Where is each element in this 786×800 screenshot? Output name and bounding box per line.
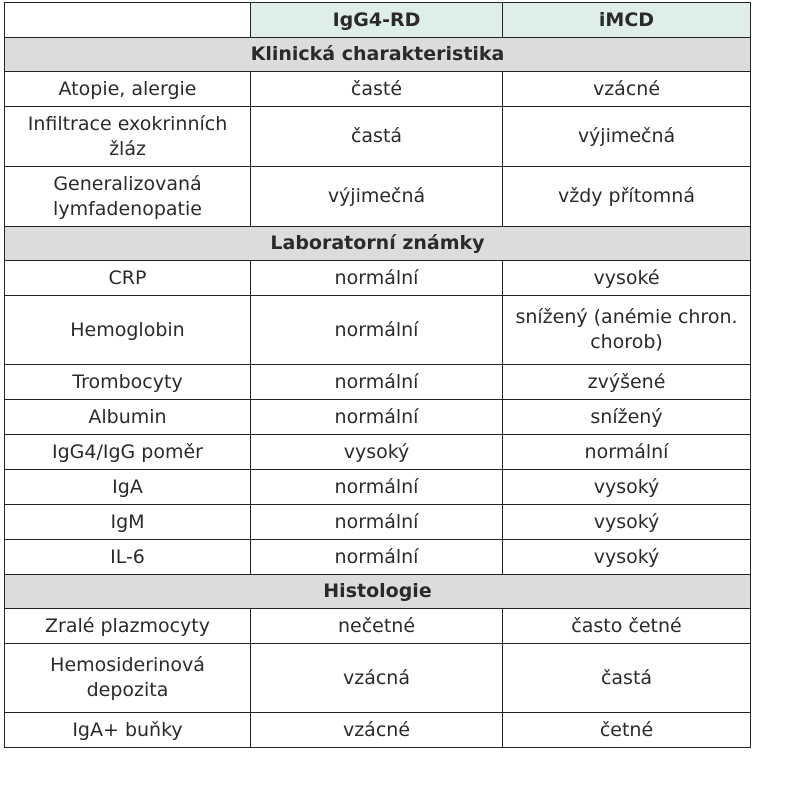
- row-label-cell: Hemoglobin: [5, 296, 251, 365]
- table-row: [5, 261, 751, 296]
- header-imcd: iMCD: [503, 3, 751, 38]
- row-label-cell: Hemosiderinová depozita: [5, 644, 251, 713]
- row-label-cell: Infiltrace exokrinních žláz: [5, 107, 251, 167]
- igg4rd-value-cell: normální: [251, 540, 503, 575]
- igg4rd-value-cell: normální: [251, 296, 503, 365]
- header-row: [5, 3, 751, 38]
- igg4rd-value-cell: normální: [251, 365, 503, 400]
- section-row: [5, 575, 751, 609]
- imcd-value-cell: častá: [503, 644, 751, 713]
- igg4rd-value-cell: normální: [251, 505, 503, 540]
- section-title: Histologie: [5, 575, 751, 609]
- row-label-cell: IgA: [5, 470, 251, 505]
- section-row: [5, 38, 751, 72]
- section-row: [5, 227, 751, 261]
- igg4rd-value-cell: častá: [251, 107, 503, 167]
- table-row: [5, 644, 751, 713]
- igg4rd-value-cell: normální: [251, 470, 503, 505]
- section-title: Klinická charakteristika: [5, 38, 751, 72]
- imcd-value-cell: vysoký: [503, 540, 751, 575]
- header-igg4rd: IgG4-RD: [251, 3, 503, 38]
- table-row: [5, 107, 751, 167]
- row-label-cell: Albumin: [5, 400, 251, 435]
- header-blank-cell: [5, 3, 251, 38]
- imcd-value-cell: vysoký: [503, 470, 751, 505]
- table-row: [5, 365, 751, 400]
- section-title: Laboratorní známky: [5, 227, 751, 261]
- igg4rd-value-cell: vysoký: [251, 435, 503, 470]
- table-row: [5, 470, 751, 505]
- table-row: [5, 296, 751, 365]
- igg4rd-value-cell: vzácná: [251, 644, 503, 713]
- imcd-value-cell: vždy přítomná: [503, 167, 751, 227]
- row-label-cell: Zralé plazmocyty: [5, 609, 251, 644]
- table-header: [5, 3, 751, 38]
- table-body: [5, 38, 751, 748]
- imcd-value-cell: vzácné: [503, 72, 751, 107]
- comparison-table: [4, 2, 751, 748]
- imcd-value-cell: snížený: [503, 400, 751, 435]
- row-label-cell: IgG4/IgG poměr: [5, 435, 251, 470]
- igg4rd-value-cell: časté: [251, 72, 503, 107]
- imcd-value-cell: četné: [503, 713, 751, 748]
- table-row: [5, 713, 751, 748]
- igg4rd-value-cell: výjimečná: [251, 167, 503, 227]
- table-row: [5, 72, 751, 107]
- igg4rd-value-cell: normální: [251, 400, 503, 435]
- table-row: [5, 505, 751, 540]
- igg4rd-value-cell: normální: [251, 261, 503, 296]
- igg4rd-value-cell: vzácné: [251, 713, 503, 748]
- imcd-value-cell: snížený (anémie chron. chorob): [503, 296, 751, 365]
- table-row: [5, 609, 751, 644]
- row-label-cell: CRP: [5, 261, 251, 296]
- table-row: [5, 400, 751, 435]
- imcd-value-cell: vysoký: [503, 505, 751, 540]
- imcd-value-cell: normální: [503, 435, 751, 470]
- table-row: [5, 540, 751, 575]
- row-label-cell: IL-6: [5, 540, 251, 575]
- row-label-cell: Atopie, alergie: [5, 72, 251, 107]
- imcd-value-cell: vysoké: [503, 261, 751, 296]
- table-row: [5, 435, 751, 470]
- imcd-value-cell: zvýšené: [503, 365, 751, 400]
- imcd-value-cell: často četné: [503, 609, 751, 644]
- row-label-cell: IgM: [5, 505, 251, 540]
- row-label-cell: IgA+ buňky: [5, 713, 251, 748]
- igg4rd-value-cell: nečetné: [251, 609, 503, 644]
- row-label-cell: Generalizovaná lymfadenopatie: [5, 167, 251, 227]
- row-label-cell: Trombocyty: [5, 365, 251, 400]
- table-row: [5, 167, 751, 227]
- imcd-value-cell: výjimečná: [503, 107, 751, 167]
